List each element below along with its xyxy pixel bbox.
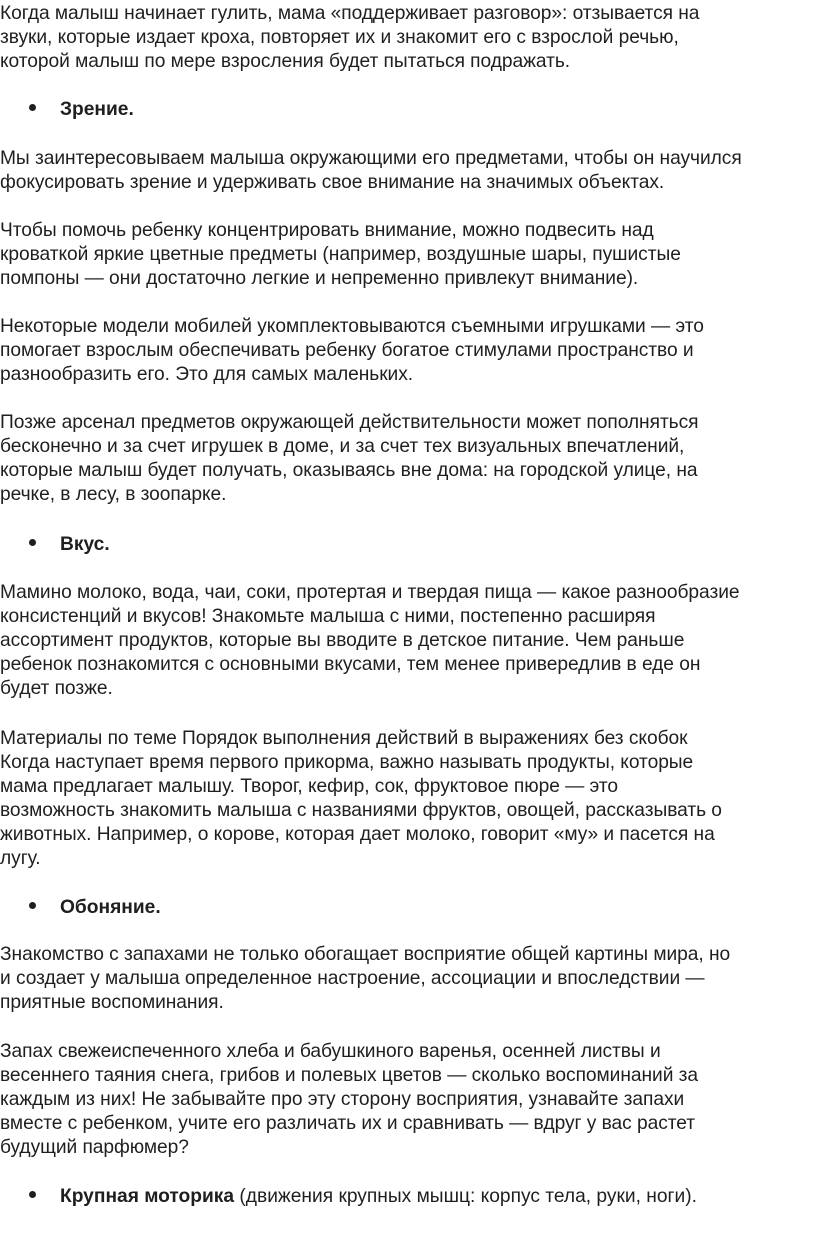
- text-line: Некоторые модели мобилей укомплектовываются съемными игрушками — это: [0, 316, 704, 337]
- heading-vision: Зрение.: [60, 99, 134, 120]
- text-line: и создает у малыша определенное настроение, ассоциации и впоследствии —: [0, 968, 705, 989]
- text-line: Позже арсенал предметов окружающей действительности может пополняться: [0, 412, 699, 433]
- bullet-heading-motor: [29, 1185, 697, 1209]
- text-line: Материалы по теме Порядок выполнения действий в выражениях без скобок: [0, 728, 688, 749]
- paragraph-speech: [0, 2, 816, 74]
- text-line: лугу.: [0, 848, 41, 869]
- text-line: Знакомство с запахами не только обогащает восприятие общей картины мира, но: [0, 944, 731, 965]
- text-line: будет позже.: [0, 678, 113, 699]
- paragraph-taste-variety: [0, 581, 816, 701]
- text-line: Мы заинтересовываем малыша окружающими его предметами, чтобы он научился: [0, 148, 742, 169]
- text-line: приятные воспоминания.: [0, 992, 224, 1013]
- heading-smell: Обоняние.: [60, 897, 161, 918]
- text-line: Чтобы помочь ребенку концентрировать внимание, можно подвесить над: [0, 220, 654, 241]
- text-line: Когда наступает время первого прикорма, важно называть продукты, которые: [0, 752, 694, 773]
- text-line: возможность знакомить малыша с названиями фруктов, овощей, рассказывать о: [0, 800, 722, 821]
- paragraph-vision-focus: [0, 147, 816, 195]
- text-line: ребенок познакомится с основными вкусами, тем менее привередлив в еде он: [0, 654, 701, 675]
- text-line: Мамино молоко, вода, чаи, соки, протертая и твердая пища — какое разнообразие: [0, 582, 740, 603]
- bullet-dot-icon: [29, 104, 36, 111]
- bullet-heading-vision: [29, 98, 134, 122]
- text-line: фокусировать зрение и удерживать свое внимание на значимых объектах.: [0, 172, 665, 193]
- text-line: каждым из них! Не забывайте про эту сторону восприятия, узнавайте запахи: [0, 1089, 685, 1110]
- text-line: Когда малыш начинает гулить, мама «поддерживает разговор»: отзывается на: [0, 3, 700, 24]
- text-line: которые малыш будет получать, оказываясь вне дома: на городской улице, на: [0, 460, 698, 481]
- paragraph-smell-intro: [0, 943, 816, 1015]
- paragraph-vision-later: [0, 411, 816, 507]
- heading-motor: Крупная моторика: [60, 1186, 235, 1207]
- bullet-heading-smell: [29, 896, 161, 920]
- bullet-dot-icon: [29, 1191, 36, 1198]
- text-line: мама предлагает малышу. Творог, кефир, сок, фруктовое пюре — это: [0, 776, 618, 797]
- text-line: кроваткой яркие цветные предметы (например, воздушные шары, пушистые: [0, 244, 681, 265]
- text-line: речке, в лесу, в зоопарке.: [0, 484, 227, 505]
- text-line: помогает взрослым обеспечивать ребенку богатое стимулами пространство и: [0, 340, 694, 361]
- text-line: помпоны — они достаточно легкие и непременно привлекут внимание).: [0, 268, 639, 289]
- paragraph-smell-memories: [0, 1040, 816, 1160]
- paragraph-taste-feeding: [0, 727, 816, 871]
- heading-taste: Вкус.: [60, 534, 110, 555]
- heading-motor-description: (движения крупных мышц: корпус тела, руки, ноги).: [234, 1186, 697, 1207]
- paragraph-vision-mobiles: [0, 315, 816, 387]
- text-line: животных. Например, о корове, которая дает молоко, говорит «му» и пасется на: [0, 824, 715, 845]
- bullet-dot-icon: [29, 902, 36, 909]
- bullet-dot-icon: [29, 539, 36, 546]
- text-line: Запах свежеиспеченного хлеба и бабушкиного варенья, осенней листвы и: [0, 1041, 661, 1062]
- paragraph-vision-crib: [0, 219, 816, 291]
- text-line: которой малыш по мере взросления будет пытаться подражать.: [0, 51, 571, 72]
- text-line: вместе с ребенком, учите его различать их и сравнивать — вдруг у вас растет: [0, 1113, 695, 1134]
- text-line: консистенций и вкусов! Знакомьте малыша с ними, постепенно расширяя: [0, 606, 656, 627]
- text-line: ассортимент продуктов, которые вы вводите в детское питание. Чем раньше: [0, 630, 685, 651]
- bullet-heading-taste: [29, 533, 110, 557]
- text-line: весеннего таяния снега, грибов и полевых цветов — сколько воспоминаний за: [0, 1065, 699, 1086]
- text-line: будущий парфюмер?: [0, 1137, 189, 1158]
- text-line: звуки, которые издает кроха, повторяет их и знакомит его с взрослой речью,: [0, 27, 679, 48]
- text-line: бесконечно и за счет игрушек в доме, и за счет тех визуальных впечатлений,: [0, 436, 685, 457]
- text-line: разнообразить его. Это для самых маленьких.: [0, 364, 414, 385]
